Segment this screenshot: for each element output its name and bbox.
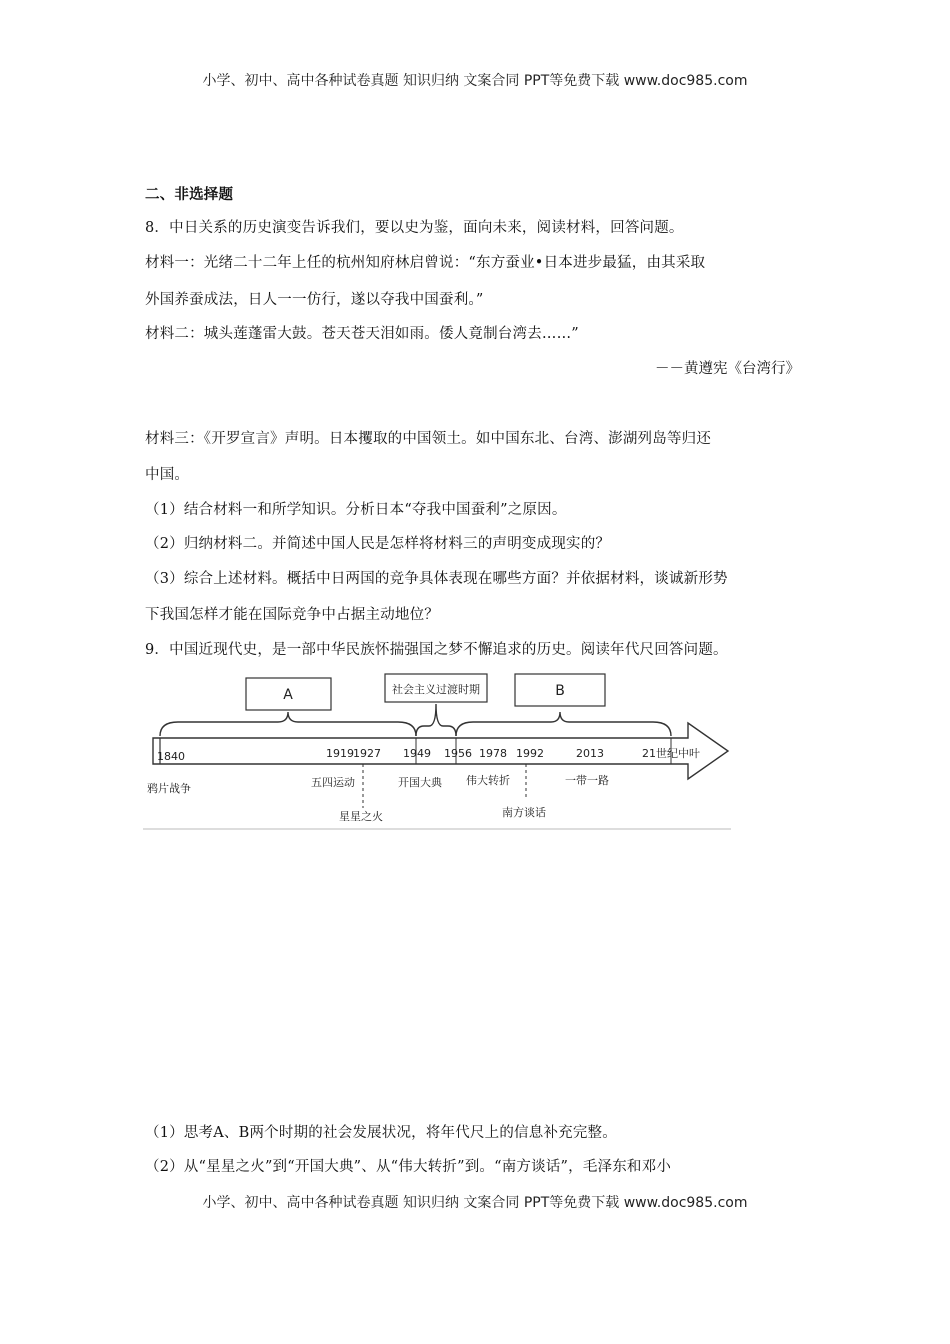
q8-sub3-line1: （3）综合上述材料。概括中日两国的竞争具体表现在哪些方面？并依据材料，谈诚新形势 <box>145 571 728 587</box>
box-a-label: A <box>283 687 293 703</box>
q8-material3-line2: 中国。 <box>145 467 190 483</box>
page-header: 小学、初中、高中各种试卷真题 知识归纳 文案合同 PPT等免费下载 www.doc985.com <box>202 73 748 89</box>
q8-material3-line1: 材料三：《开罗宣言》声明。日本攫取的中国领土。如中国东北、台湾、澎湖列岛等归还 <box>145 431 712 447</box>
year-2013: 2013 <box>576 747 604 760</box>
year-1949: 1949 <box>403 747 431 760</box>
q8-sub1: （1）结合材料一和所学知识。分析日本“夺我中国蚕利”之原因。 <box>145 502 567 518</box>
year-1978: 1978 <box>479 747 507 760</box>
event-opium-war: 鸦片战争 <box>147 782 191 795</box>
brace-mid <box>416 704 456 736</box>
q9-sub1: （1）思考A、B两个时期的社会发展状况，将年代尺上的信息补充完整。 <box>145 1125 617 1141</box>
q8-stem: 8．中日关系的历史演变告诉我们，要以史为鉴，面向未来，阅读材料，回答问题。 <box>145 220 684 236</box>
year-1956: 1956 <box>444 747 472 760</box>
event-founding: 开国大典 <box>398 776 442 789</box>
year-1840: 1840 <box>157 750 185 763</box>
box-mid-label: 社会主义过渡时期 <box>392 683 480 696</box>
timeline-figure <box>143 668 733 833</box>
event-south-talk: 南方谈话 <box>502 806 546 819</box>
q8-material1-line1: 材料一：光绪二十二年上任的杭州知府林启曾说：“东方蚕业•日本进步最猛，由其采取 <box>145 255 706 271</box>
year-1927: 1927 <box>353 747 381 760</box>
event-may-fourth: 五四运动 <box>311 776 355 789</box>
year-21c: 21世纪中叶 <box>642 747 700 760</box>
event-turning: 伟大转折 <box>466 774 510 787</box>
page-footer: 小学、初中、高中各种试卷真题 知识归纳 文案合同 PPT等免费下载 www.doc985.com <box>202 1195 748 1211</box>
q8-sub3-line2: 下我国怎样才能在国际竞争中占据主动地位？ <box>145 607 439 623</box>
q9-sub2: （2）从“星星之火”到“开国大典”、从“伟大转折”到。“南方谈话”，毛泽东和邓小 <box>145 1159 672 1175</box>
event-spark: 星星之火 <box>339 810 383 823</box>
brace-a <box>160 712 416 736</box>
q9-stem: 9．中国近现代史，是一部中华民族怀揣强国之梦不懈追求的历史。阅读年代尺回答问题。 <box>145 642 728 658</box>
event-belt-road: 一带一路 <box>565 774 609 787</box>
q8-material1-line2: 外国养蚕成法，日人一一仿行，遂以夺我中国蚕利。” <box>145 292 484 308</box>
year-1919: 1919 <box>326 747 354 760</box>
brace-b <box>456 712 671 736</box>
year-1992: 1992 <box>516 747 544 760</box>
q8-material2: 材料二：城头莲蓬雷大鼓。苍天苍天泪如雨。倭人竟制台湾去……” <box>145 326 579 342</box>
box-b-label: B <box>555 683 565 699</box>
q8-material2-source: －－黄遵宪《台湾行》 <box>655 361 800 377</box>
q8-sub2: （2）归纳材料二。并简述中国人民是怎样将材料三的声明变成现实的？ <box>145 536 611 552</box>
section-title: 二、非选择题 <box>145 187 234 203</box>
